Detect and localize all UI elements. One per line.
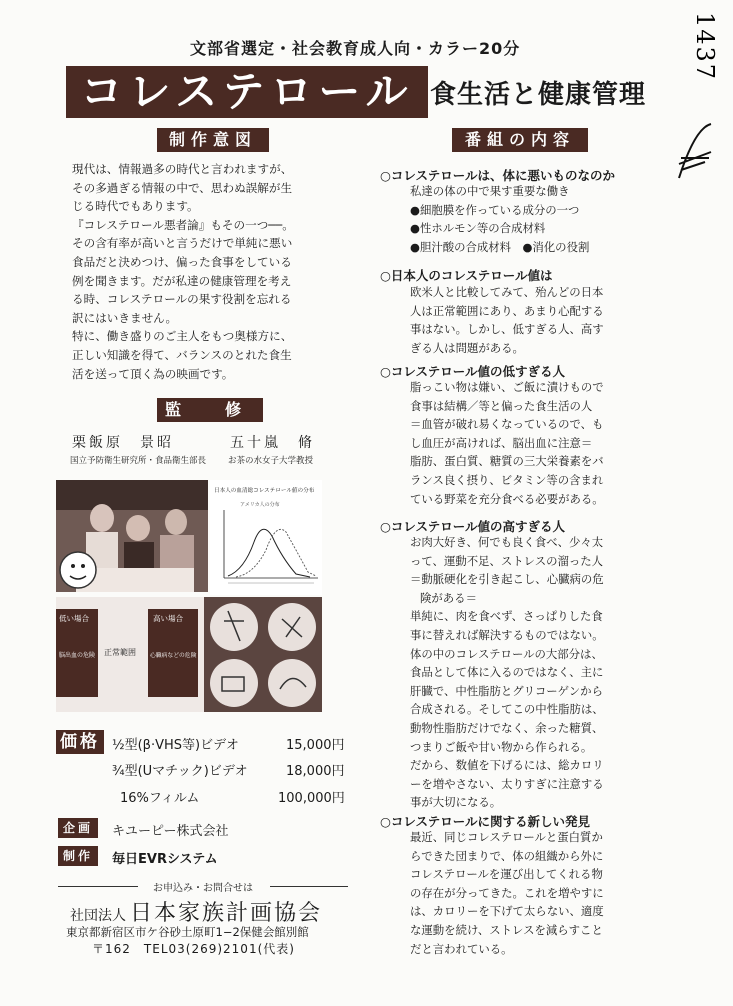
section-line: だと言われている。 xyxy=(410,941,513,956)
section-body xyxy=(410,533,710,812)
section-line: ●性ホルモン等の合成材料 xyxy=(410,221,546,236)
section-heading: ○コレステロール値の高すぎる人 xyxy=(380,519,566,534)
section-body xyxy=(410,378,710,508)
section-heading: ○コレステロール値の低すぎる人 xyxy=(380,364,566,379)
intent-line: その多過ぎる情報の中で、思わぬ誤解が生 xyxy=(72,180,293,195)
section-line: し血圧が高ければ、脳出血に注意＝ xyxy=(410,435,593,450)
section-line: 食事は結構／等と偏った食生活の人 xyxy=(410,398,593,413)
intent-text xyxy=(72,160,372,383)
section-line: の存在が分ってきた。これを増やすに xyxy=(410,885,604,900)
high-case-label: 高い場合 xyxy=(153,614,183,623)
intent-line: 正しい知識を得て、バランスのとれた食生 xyxy=(72,347,292,362)
intent-line: 現代は、情報過多の時代と言われますが、 xyxy=(72,162,293,176)
section-line: 険がある＝ xyxy=(420,590,477,605)
section-line: つまりご飯や甘い物から作られる。 xyxy=(410,739,593,754)
intent-line: その含有率が高いと言うだけで単純に悪い xyxy=(72,236,293,251)
section-line: ランス良く摂り、ビタミン等の含まれ xyxy=(410,472,604,487)
planning-company: キユーピー株式会社 xyxy=(112,824,229,839)
intent-line: 例を聞きます。だが私達の健康管理を考え xyxy=(72,273,292,288)
section-body xyxy=(410,828,710,958)
production-company: 毎日EVRシステム xyxy=(112,852,218,867)
intent-line: 訳にはいきません。 xyxy=(72,310,178,325)
org-prefix: 社団法人 xyxy=(70,908,126,924)
section-line: 欧米人と比較してみて、殆んどの日本 xyxy=(410,285,604,299)
subtitle: 文部省選定・社会教育成人向・カラー20分 xyxy=(190,39,521,58)
handwritten-number: 1437 xyxy=(691,12,719,82)
chart-legend: アメリカ人の分布 xyxy=(240,502,280,508)
section-line: 食品として体に入るのではなく、主に xyxy=(410,665,604,680)
section-heading: ○コレステロールに関する新しい発見 xyxy=(380,814,591,829)
section-line: 事が大切になる。 xyxy=(410,795,502,810)
section-line: 脂っこい物は嫌い、ご飯に漬けもので xyxy=(410,380,604,394)
section-line: は、カロリーを下げて太らない、適度 xyxy=(410,904,604,919)
section-line: 合成される。そしてこの中性脂肪は、 xyxy=(410,702,604,717)
supervisor-name: 栗飯原 景昭 xyxy=(72,435,174,451)
organization xyxy=(70,896,322,927)
section-line: 脂肪、蛋白質、糖質の三大栄養素をバ xyxy=(410,454,604,469)
price-item: ½型(β·VHS等)ビデオ xyxy=(112,738,239,753)
production-label: 制作 xyxy=(58,846,98,866)
america-distribution-curve xyxy=(236,529,316,577)
normal-label: 正常範囲 xyxy=(104,648,136,657)
section-line: 肝臓で、中性脂肪とグリコーゲンから xyxy=(410,683,603,698)
section-line: 私達の体の中で果す重要な働き xyxy=(410,184,570,198)
section-line: ーを増やさない、太りすぎに注意する xyxy=(410,776,604,791)
section-line: ぎる人は問題がある。 xyxy=(410,340,524,355)
intent-line: じる時代でもあります。 xyxy=(72,199,199,214)
intent-line: 食品だと決めつけ、偏った食事をしている xyxy=(72,254,292,269)
section-line: 体の中のコレステロールの大部分は、 xyxy=(410,646,603,661)
section-line: ＝動脈硬化を引き起こし、心臓病の危 xyxy=(410,572,604,587)
section-line: な運動を続け、ストレスを減らすこと xyxy=(410,922,603,937)
section-line: って、運動不足、ストレスの溜った人 xyxy=(410,553,604,568)
intent-line: る時、コレステロールの果す役割を忘れる xyxy=(72,292,292,307)
section-line: 人は正常範囲にあり、あまり心配する xyxy=(410,303,604,318)
price-item: ¾型(Uマチック)ビデオ xyxy=(112,764,248,779)
intent-line: 『コレステロール悪者論』もその一つ──。 xyxy=(72,217,294,232)
postal-telephone: 〒162 TEL03(269)2101(代表) xyxy=(92,942,295,956)
contact-header: お申込み・お問合せは xyxy=(153,883,253,894)
section-heading: ○日本人のコレステロール値は xyxy=(380,268,553,283)
supervisor-affiliation: 国立予防衛生研究所・食品衛生部長 xyxy=(70,456,207,466)
program-title: 番組の内容 xyxy=(452,128,588,152)
low-risk-label: 脳出血の危険 xyxy=(59,652,96,659)
price-value: 18,000円 xyxy=(286,764,345,779)
family-photo xyxy=(56,480,208,592)
section-body xyxy=(410,182,710,256)
price-value: 100,000円 xyxy=(278,791,345,806)
cholesterol-distribution-chart xyxy=(210,480,322,595)
supervisor-affiliation: お茶の水女子大学教授 xyxy=(228,456,314,466)
section-line: 事に替えれば解決するものではない。 xyxy=(410,627,604,642)
chart-title: 日本人の血清総コレステロール値の分布 xyxy=(214,488,315,494)
supervision-title: 監 修 xyxy=(157,398,263,422)
section-line: ている野菜を充分食べる必要がある。 xyxy=(410,491,604,506)
section-line: ●胆汁酸の合成材料 ●消化の役割 xyxy=(410,239,590,254)
section-line: コレステロールを運び出してくれる物 xyxy=(410,867,603,882)
illustration-panels xyxy=(56,597,322,712)
section-line: 最近、同じコレステロールと蛋白質か xyxy=(410,830,603,844)
section-line: お肉大好き、何でも良く食べ、少々太 xyxy=(410,535,604,549)
section-heading: ○コレステロールは、体に悪いものなのか xyxy=(380,168,616,183)
org-name: 日本家族計画協会 xyxy=(130,901,323,926)
section-line: 事はない。しかし、低すぎる人、高す xyxy=(410,322,604,337)
price-value: 15,000円 xyxy=(286,738,345,753)
intent-line: 活を送って頂く為の映画です。 xyxy=(72,366,234,381)
title-sub: 食生活と健康管理 xyxy=(430,80,647,110)
supervisor-name: 五十嵐 脩 xyxy=(230,435,315,451)
address: 東京都新宿区市ケ谷砂土原町1−2保健会館別館 xyxy=(66,925,309,939)
section-line: 動物性脂肪だけでなく、余った糖質、 xyxy=(410,720,604,735)
section-line: ●細胞膜を作っている成分の一つ xyxy=(410,202,580,217)
section-line: ＝血管が破れ易くなっているので、も xyxy=(410,417,604,432)
handwritten-scribble xyxy=(675,118,715,188)
price-title: 価格 xyxy=(56,730,104,754)
low-case-label: 低い場合 xyxy=(59,614,89,623)
intent-title: 制作意図 xyxy=(157,128,269,152)
section-body xyxy=(410,283,710,357)
section-line: らできた団まりで、体の組織から外に xyxy=(410,848,604,863)
price-item: 16%フィルム xyxy=(120,791,200,806)
title-main: コレステロール xyxy=(66,66,428,118)
intent-line: 特に、働き盛りのご主人をもつ奥様方に、 xyxy=(72,329,293,344)
section-line: 単純に、肉を食べず、さっぱりした食 xyxy=(410,609,603,624)
section-line: だから、数値を下げるには、総カロリ xyxy=(410,758,604,773)
planning-label: 企画 xyxy=(58,818,98,838)
high-risk-label: 心臓病などの危険 xyxy=(150,653,197,659)
